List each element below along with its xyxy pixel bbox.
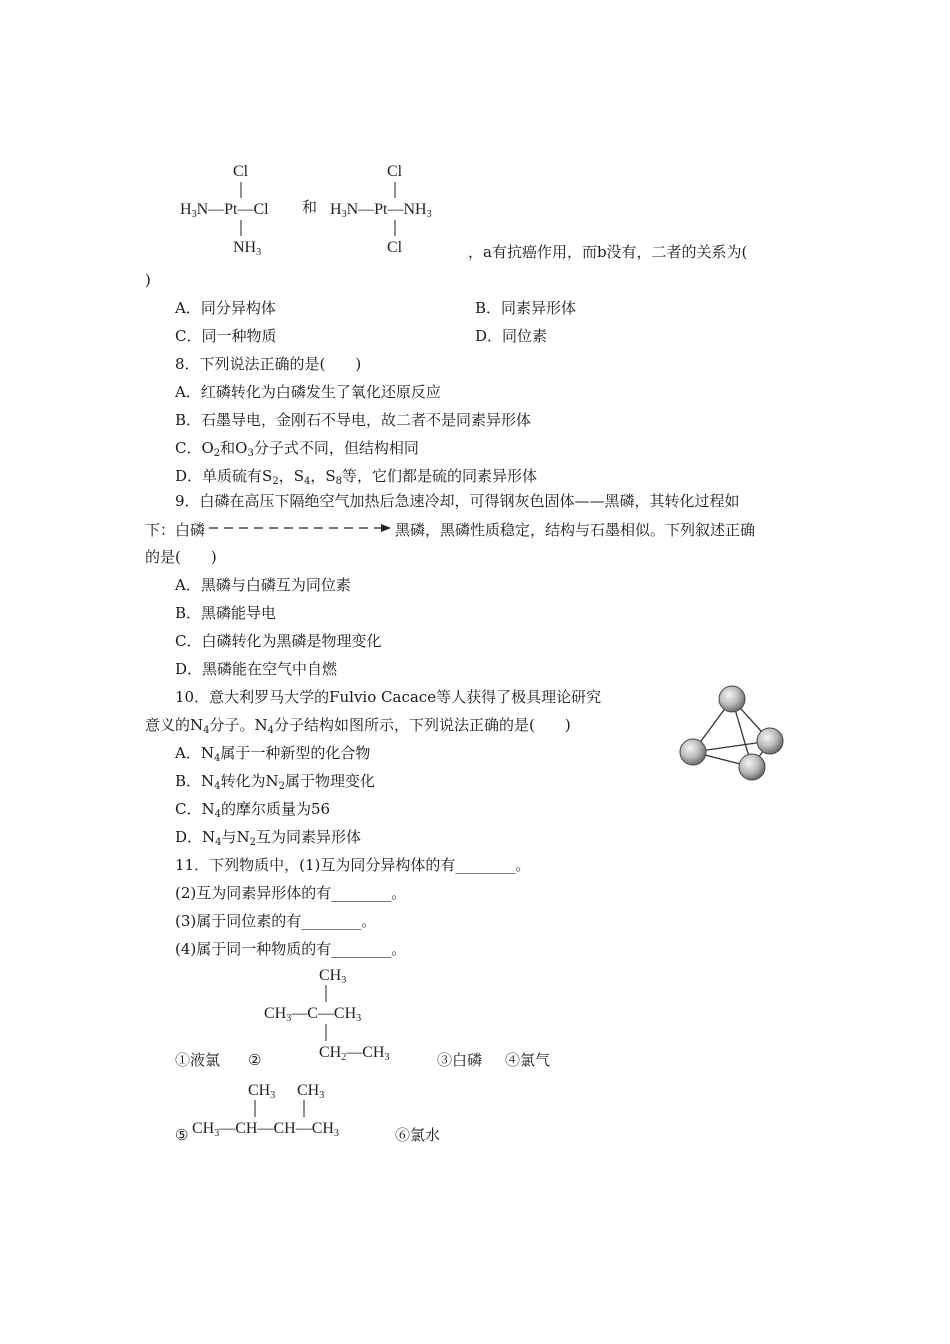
q10-d-pre: D．N bbox=[175, 828, 216, 846]
q9-line2-post: 黑磷，黑磷性质稳定，结构与石墨相似。下列叙述正确 bbox=[395, 521, 756, 539]
q11-line2: (2)互为同素异形体的有________。 bbox=[175, 884, 407, 902]
q10-d-mid: 与N bbox=[221, 828, 250, 846]
q8-c-post: 分子式不同，但结构相同 bbox=[253, 439, 419, 457]
q10-line2-post: 分子结构如图所示，下列说法正确的是( ) bbox=[274, 716, 571, 734]
complex-a-middle: H3N—Pt—Cl bbox=[180, 201, 269, 220]
q8-stem: 8．下列说法正确的是( ) bbox=[175, 355, 362, 373]
q8-d-s2: ，S bbox=[278, 467, 304, 485]
pt-complex-b bbox=[327, 158, 477, 258]
complex-a-top-cl: Cl bbox=[233, 163, 249, 180]
q8-c-mid: 和O bbox=[220, 439, 248, 457]
n-atom-top bbox=[719, 686, 745, 712]
n4-molecule-figure bbox=[670, 678, 800, 788]
q7-stem-close: ) bbox=[145, 271, 151, 289]
q8-d-post: 等，它们都是硫的同素异形体 bbox=[342, 467, 538, 485]
q11-line3: (3)属于同位素的有________。 bbox=[175, 912, 377, 930]
pt-complex-a bbox=[175, 158, 305, 258]
svg-text:CH3—CH—CH—CH3: CH3—CH—CH—CH3 bbox=[192, 1120, 339, 1139]
q10-line2-mid: 分子。N bbox=[209, 716, 268, 734]
n-atom-front bbox=[739, 754, 765, 780]
dashed-arrow bbox=[205, 522, 395, 534]
svg-text:CH2—CH3: CH2—CH3 bbox=[319, 1044, 390, 1063]
q10-c-pre: C．N bbox=[175, 800, 215, 818]
q11-item2: ② bbox=[248, 1051, 262, 1069]
q11-item4: ④氯气 bbox=[505, 1051, 551, 1069]
q10-option-b: B．$N_4$转化为$N_2$属于物理变化 bbox=[175, 772, 376, 792]
complex-b-top-cl: Cl bbox=[387, 163, 403, 180]
q7-option-d: D．同位素 bbox=[475, 327, 548, 345]
q10-line2: 意义的$N_4$分子。$N_4$分子结构如图所示，下列说法正确的是( ) bbox=[145, 716, 571, 736]
q10-b-post: 属于物理变化 bbox=[285, 772, 376, 790]
q10-line1: 10．意大利罗马大学的Fulvio Cacace等人获得了极具理论研究 bbox=[175, 688, 602, 706]
q8-c-pre: C．O bbox=[175, 439, 214, 457]
q9-option-d: D．黑磷能在空气中自燃 bbox=[175, 660, 338, 678]
q10-option-c: C．$N_4$的摩尔质量为56 bbox=[175, 800, 331, 820]
n-atom-right bbox=[757, 728, 783, 754]
q10-a-pre: A．N bbox=[175, 744, 214, 762]
q7-option-c: C．同一种物质 bbox=[175, 327, 277, 345]
q9-line1: 9．白磷在高压下隔绝空气加热后急速冷却，可得钢灰色固体——黑磷，其转化过程如 bbox=[175, 492, 740, 510]
svg-text:CH3: CH3 bbox=[248, 1082, 276, 1101]
complex-b-bottom-cl: Cl bbox=[387, 239, 403, 256]
q11-item1: ①液氯 bbox=[175, 1051, 221, 1069]
q8-option-b: B．石墨导电，金刚石不导电，故二者不是同素异形体 bbox=[175, 411, 532, 429]
q7-stem-tail: ，a有抗癌作用，而b没有，二者的关系为( bbox=[468, 243, 748, 261]
structure-2-3-dimethylbutane bbox=[190, 1077, 390, 1147]
q8-option-a: A．红磷转化为白磷发生了氧化还原反应 bbox=[175, 383, 441, 401]
complex-a-bottom: NH3 bbox=[233, 239, 262, 258]
q10-line2-pre: 意义的N bbox=[145, 716, 204, 734]
q10-c-post: 的摩尔质量为56 bbox=[220, 800, 331, 818]
q11-item3: ③白磷 bbox=[437, 1051, 483, 1069]
q11-item6: ⑥氯水 bbox=[395, 1126, 441, 1144]
q11-item5: ⑤ bbox=[175, 1126, 189, 1144]
q8-d-s4: ，S bbox=[310, 467, 336, 485]
q9-option-a: A．黑磷与白磷互为同位素 bbox=[175, 576, 351, 594]
q10-option-d: D．$N_4$与$N_2$互为同素异形体 bbox=[175, 828, 362, 848]
connector-and: 和 bbox=[302, 198, 318, 216]
n-atom-left bbox=[680, 739, 706, 765]
q9-option-b: B．黑磷能导电 bbox=[175, 604, 277, 622]
q9-line3: 的是( ) bbox=[145, 548, 217, 566]
q9-line2 bbox=[145, 522, 755, 538]
complex-b-middle: H3N—Pt—NH3 bbox=[330, 201, 432, 220]
q8-d-pre: D．单质硫有S bbox=[175, 467, 273, 485]
q11-line1: 11．下列物质中，(1)互为同分异构体的有________。 bbox=[175, 856, 531, 874]
q10-b-pre: B．N bbox=[175, 772, 215, 790]
q10-b-mid: 转化为N bbox=[220, 772, 279, 790]
q8-option-d: D．单质硫有$S_2$，$S_4$，$S_8$等，它们都是硫的同素异形体 bbox=[175, 467, 538, 487]
q10-option-a: A．$N_4$属于一种新型的化合物 bbox=[175, 744, 371, 764]
q10-a-post: 属于一种新型的化合物 bbox=[220, 744, 371, 762]
q7-option-b: B．同素异形体 bbox=[475, 299, 577, 317]
q10-d-post: 互为同素异形体 bbox=[256, 828, 362, 846]
structure-2-2-dimethylbutane bbox=[262, 960, 422, 1070]
q9-option-c: C．白磷转化为黑磷是物理变化 bbox=[175, 632, 382, 650]
q11-line4: (4)属于同一种物质的有________。 bbox=[175, 940, 407, 958]
q7-option-a: A．同分异构体 bbox=[175, 299, 276, 317]
q8-option-c: C．$O_2$和$O_3$分子式不同，但结构相同 bbox=[175, 439, 419, 459]
svg-text:CH3—C—CH3: CH3—C—CH3 bbox=[264, 1005, 362, 1024]
svg-text:CH3: CH3 bbox=[319, 967, 347, 986]
q9-line2-pre: 下：白磷 bbox=[145, 521, 206, 539]
svg-text:CH3: CH3 bbox=[297, 1082, 325, 1101]
